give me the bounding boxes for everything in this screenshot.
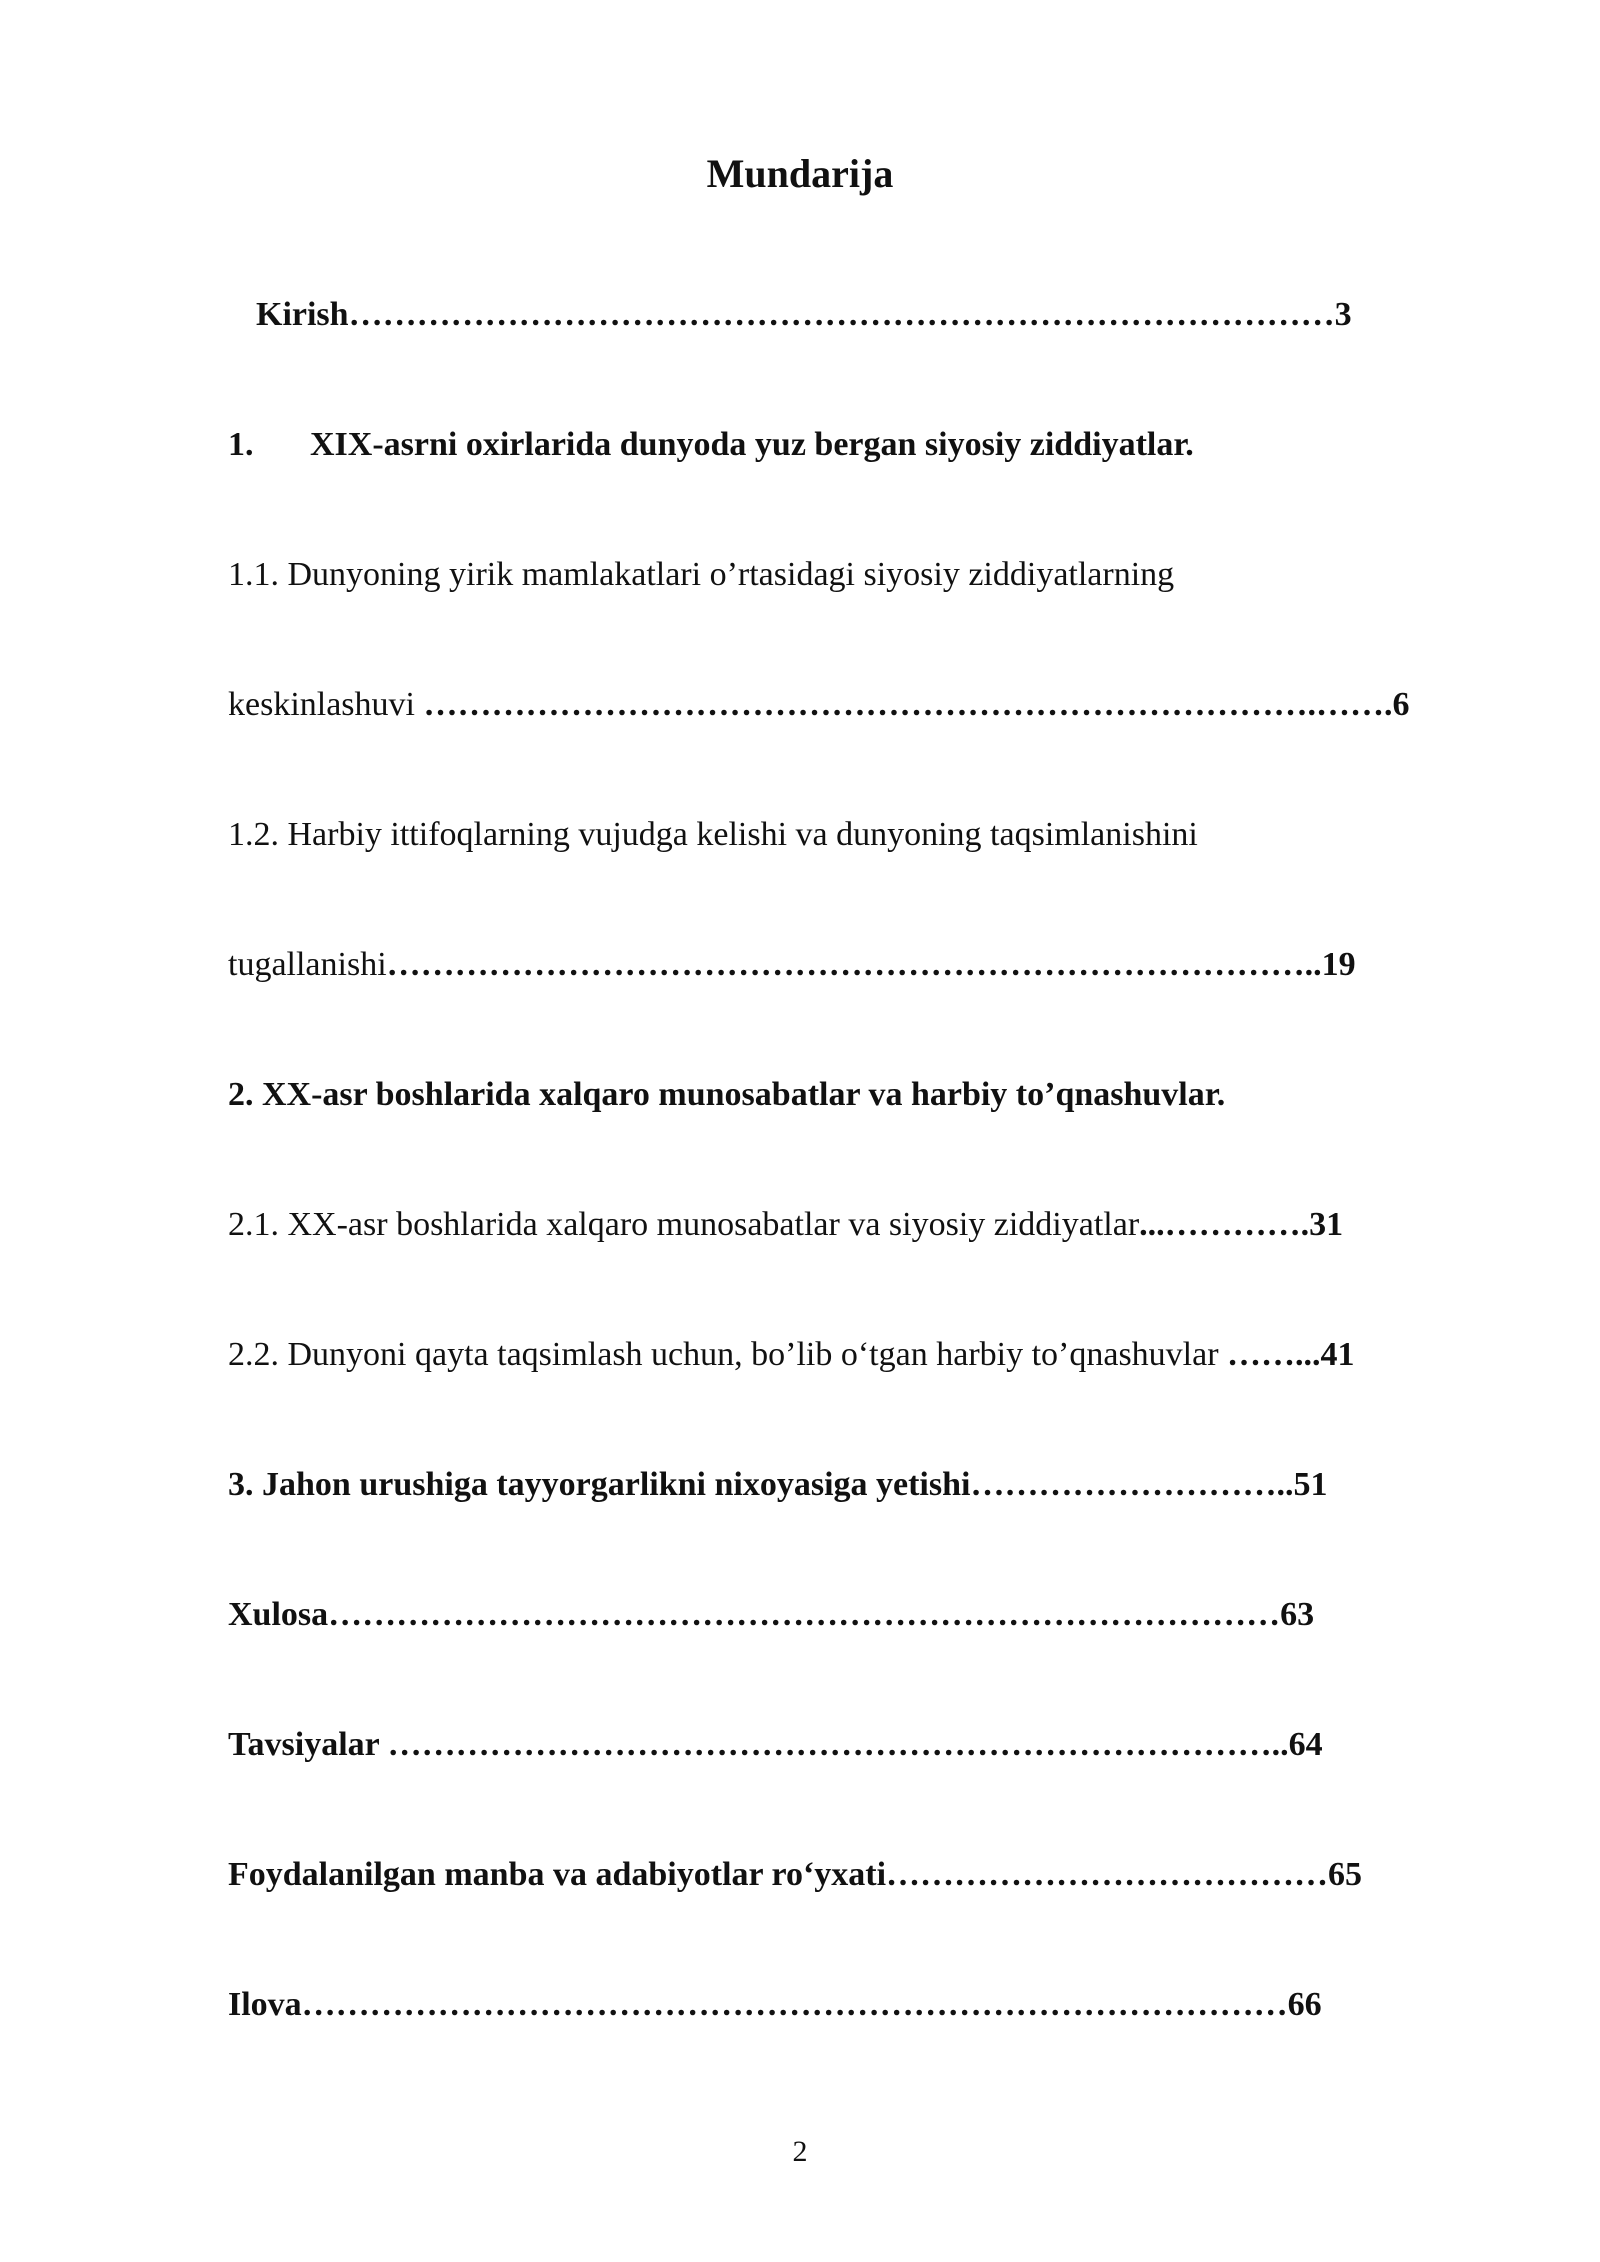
toc-section-1-1-leader: …………………………………………………………………….…….6 [423,686,1410,723]
toc-entry-section-1-1-line1: 1.1. Dunyoning yirik mamlakatlari o’rtasidagi siyosiy ziddiyatlarning [228,556,1175,593]
toc-section-1-2-text: tugallanishi [228,946,387,983]
toc-entry-section-1-2-line1: 1.2. Harbiy ittifoqlarning vujudga kelishi va dunyoning taqsimlanishini [228,816,1198,853]
toc-entry-xulosa: Xulosa…………………………………………………………………………63 [228,1596,1315,1633]
toc-entry-foydalanilgan: Foydalanilgan manba va adabiyotlar ro‘yxati…………………………………65 [228,1856,1363,1893]
toc-entry-chapter-3: 3. Jahon urushiga tayyorgarlikni nixoyasiga yetishi………………………..51 [228,1466,1328,1503]
toc-section-2-2-leader: ……...41 [1227,1336,1355,1373]
toc-entry-section-2-1 [228,1205,1343,1245]
page-title: Mundarija [706,151,894,196]
toc-chapter-1-title: XIX-asrni oxirlarida dunyoda yuz bergan siyosiy ziddiyatlar. [310,426,1194,463]
toc-section-1-2-leader: ………………………………………………………………………..19 [386,946,1356,983]
toc-section-1-1-text: keskinlashuvi [228,686,424,723]
toc-chapter-1-number: 1. [228,426,254,463]
page-number: 2 [792,2135,808,2168]
toc-entry-kirish: Kirish……………………………………………………………………………3 [256,296,1352,333]
toc-entry-section-2-2 [228,1335,1355,1375]
toc-section-2-1-text: 2.1. XX-asr boshlarida xalqaro munosabatlar va siyosiy ziddiyatlar [228,1206,1140,1243]
toc-section-2-1-leader: ...………….31 [1139,1206,1344,1243]
toc-entry-chapter-2: 2. XX-asr boshlarida xalqaro munosabatlar va harbiy to’qnashuvlar. [228,1076,1226,1113]
toc-section-2-2-text: 2.2. Dunyoni qayta taqsimlash uchun, bo’lib o‘tgan harbiy to’qnashuvlar [228,1336,1228,1373]
toc-entry-ilova: Ilova……………………………………………………………………………66 [228,1986,1322,2023]
toc-entry-section-1-1-line2 [228,685,1409,725]
toc-entry-chapter-1 [228,425,1194,465]
toc-entry-section-1-2-line2 [228,945,1356,985]
toc-entry-tavsiyalar: Tavsiyalar ……………………………………………………………………..64 [228,1726,1323,1763]
